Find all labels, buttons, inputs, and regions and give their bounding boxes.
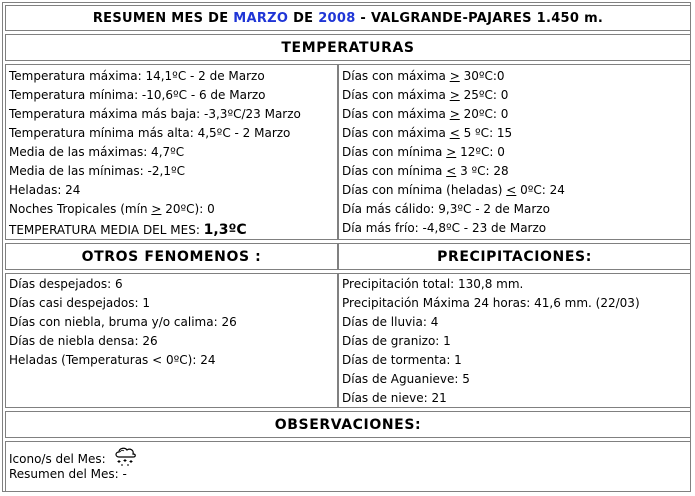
media-minimas: Media de las mínimas: -2,1ºC [9,164,185,178]
dias-row-symbol: > [449,69,460,83]
list-item: Días de niebla densa: 26 [9,334,158,348]
dias-row [342,143,690,162]
title-month: MARZO [233,10,289,26]
list-item: Días de nieve: 21 [342,391,447,405]
page-title [5,5,691,31]
observaciones-content [5,441,691,492]
list-item: Días con niebla, bruma y/o calima: 26 [9,315,237,329]
dia-mas-calido: Día más cálido: 9,3ºC - 2 de Marzo [342,202,550,216]
dias-row [342,86,690,105]
media-value: 1,3ºC [203,222,247,238]
resumen-line: Resumen del Mes: - [9,467,127,481]
temperaturas-left [5,64,338,240]
heladas: Heladas: 24 [9,183,81,197]
noches-prefix: Noches Tropicales (mín [9,202,152,216]
dias-row-suffix: 5 ºC: 15 [459,126,513,140]
dias-row [342,124,690,143]
list-item: Días casi despejados: 1 [9,296,150,310]
otros-heading [5,243,338,270]
precip-heading-text: PRECIPITACIONES: [437,248,592,265]
dias-row-prefix: Días con mínima [342,145,447,159]
dias-row [342,67,690,86]
list-item: Días despejados: 6 [9,277,123,291]
dias-list [342,67,690,200]
dias-row-suffix: 30ºC:0 [459,69,505,83]
list-item: Días de granizo: 1 [342,334,451,348]
title-suffix: - VALGRANDE-PAJARES 1.450 m. [355,10,604,26]
media-label: TEMPERATURA MEDIA DEL MES: [9,223,204,237]
temperaturas-heading-text: TEMPERATURAS [281,39,415,56]
temperatura-media [9,221,337,240]
dias-row-symbol: < [449,126,460,140]
dias-row [342,181,690,200]
dias-row-symbol: > [446,145,457,159]
precip-list [338,273,691,408]
precipitaciones-heading [338,243,691,270]
dias-row-suffix: 3 ºC: 28 [456,164,509,178]
iconos-line [9,446,690,465]
dias-row-symbol: > [449,107,460,121]
title-mid: DE [288,10,319,26]
temp-min-alta: Temperatura mínima más alta: 4,5ºC - 2 Marzo [9,126,291,140]
dias-row-suffix: 25ºC: 0 [459,88,509,102]
dias-row-suffix: 0ºC: 24 [516,183,565,197]
noches-symbol: > [151,202,162,216]
dias-row-prefix: Días con máxima [342,69,450,83]
temperaturas-heading [5,34,691,61]
dias-row-prefix: Días con máxima [342,107,450,121]
title-prefix: RESUMEN MES DE [92,10,234,26]
dias-row [342,105,690,124]
otros-heading-text: OTROS FENOMENOS : [81,248,262,265]
dias-row-symbol: < [446,164,457,178]
dia-mas-frio: Día más frío: -4,8ºC - 23 de Marzo [342,221,547,235]
dias-row-prefix: Días con máxima [342,126,450,140]
noches-tropicales [9,200,337,219]
title-year: 2008 [318,10,356,26]
list-item: Días de tormenta: 1 [342,353,462,367]
list-item: Días de lluvia: 4 [342,315,439,329]
list-item: Precipitación total: 130,8 mm. [342,277,524,291]
temp-max-baja: Temperatura máxima más baja: -3,3ºC/23 Marzo [9,107,301,121]
list-item: Días de Aguanieve: 5 [342,372,470,386]
list-item: Heladas (Temperaturas < 0ºC): 24 [9,353,216,367]
temp-max: Temperatura máxima: 14,1ºC - 2 de Marzo [9,69,265,83]
dias-row-prefix: Días con mínima (heladas) [342,183,507,197]
observaciones-heading [5,411,691,438]
dias-row-symbol: < [506,183,517,197]
noches-suffix: 20ºC): 0 [161,202,215,216]
otros-list [5,273,338,408]
dias-row-prefix: Días con mínima [342,164,447,178]
temperaturas-right [338,64,691,240]
list-item: Precipitación Máxima 24 horas: 41,6 mm. (22/03) [342,296,640,310]
icono-label: Icono/s del Mes: [9,452,106,466]
temp-min: Temperatura mínima: -10,6ºC - 6 de Marzo [9,88,266,102]
dias-row-suffix: 20ºC: 0 [459,107,509,121]
dias-row-suffix: 12ºC: 0 [456,145,505,159]
dias-row-symbol: > [449,88,460,102]
dias-row-prefix: Días con máxima [342,88,450,102]
dias-row [342,162,690,181]
media-maximas: Media de las máximas: 4,7ºC [9,145,185,159]
obs-heading-text: OBSERVACIONES: [274,416,422,433]
